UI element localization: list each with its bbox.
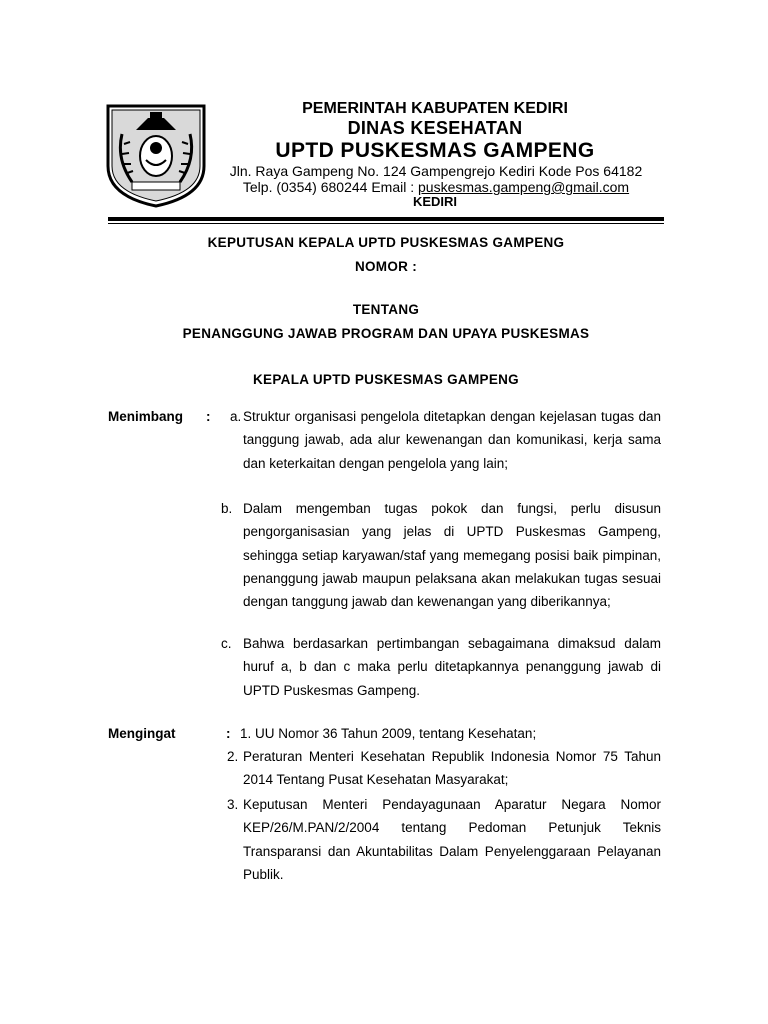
decree-heading: KEPUTUSAN KEPALA UPTD PUSKESMAS GAMPENG xyxy=(207,235,565,250)
letterhead-institution: UPTD PUSKESMAS GAMPENG xyxy=(275,139,595,162)
letterhead-phone: Telp. (0354) 680244 Email : xyxy=(242,179,418,195)
decree-subject: PENANGGUNG JAWAB PROGRAM DAN UPAYA PUSKESMAS xyxy=(182,326,590,341)
mengingat-marker-2: 2. xyxy=(227,749,239,764)
mengingat-marker-1: 1. xyxy=(240,726,252,741)
letterhead-government: PEMERINTAH KABUPATEN KEDIRI xyxy=(302,100,568,117)
letterhead-contact xyxy=(206,179,666,195)
letterhead-city: KEDIRI xyxy=(412,194,458,209)
mengingat-marker-3: 3. xyxy=(227,797,239,812)
letterhead-divider-thin xyxy=(108,223,664,224)
menimbang-colon: : xyxy=(206,409,211,424)
menimbang-item-b: Dalam mengemban tugas pokok dan fungsi, perlu disusun pengorganisasian yang jelas di UPTD Puskesmas Gampeng, sehingga setiap karyawan/staf yang memegang posisi baik pimpinan, penanggung jawab maupun pelaksana akan melakukan tugas sesuai dengan tanggung jawab dan kewenangan yang diberikannya; xyxy=(243,501,661,610)
menimbang-marker-c: c. xyxy=(221,636,232,651)
mengingat-item-2: Peraturan Menteri Kesehatan Republik Indonesia Nomor 75 Tahun 2014 Tentang Pusat Kesehatan Masyarakat; xyxy=(243,749,661,788)
letterhead-address: Jln. Raya Gampeng No. 124 Gampengrejo Kediri Kode Pos 64182 xyxy=(229,163,643,179)
menimbang-item-a: Struktur organisasi pengelola ditetapkan dengan kejelasan tugas dan tanggung jawab, ada alur kewenangan dan komunikasi, kerja sama dan keterkaitan dengan pengelola yang lain; xyxy=(243,409,661,471)
decree-signer-heading: KEPALA UPTD PUSKESMAS GAMPENG xyxy=(253,372,519,387)
kediri-emblem-logo xyxy=(106,104,206,208)
menimbang-marker-b: b. xyxy=(221,501,233,516)
mengingat-item-3: Keputusan Menteri Pendayagunaan Aparatur Negara Nomor KEP/26/M.PAN/2/2004 tentang Pedoman Petunjuk Teknis Transparansi dan Akuntabilitas Dalam Penyelenggaraan Pelayanan Publik. xyxy=(243,797,661,882)
letterhead-divider-thick xyxy=(108,217,664,221)
mengingat-label: Mengingat xyxy=(108,726,176,741)
letterhead-office: DINAS KESEHATAN xyxy=(347,118,523,138)
decree-tentang: TENTANG xyxy=(352,302,420,317)
menimbang-marker-a: a. xyxy=(230,409,242,424)
mengingat-colon: : xyxy=(226,726,231,741)
decree-number: NOMOR : xyxy=(354,259,418,274)
menimbang-label: Menimbang xyxy=(108,409,184,424)
email-link[interactable]: puskesmas.gampeng@gmail.com xyxy=(418,179,630,195)
menimbang-item-c: Bahwa berdasarkan pertimbangan sebagaimana dimaksud dalam huruf a, b dan c maka perlu ditetapkannya penanggung jawab di UPTD Puskesmas Gampeng. xyxy=(243,636,661,698)
mengingat-item-1: UU Nomor 36 Tahun 2009, tentang Kesehatan; xyxy=(255,726,537,741)
